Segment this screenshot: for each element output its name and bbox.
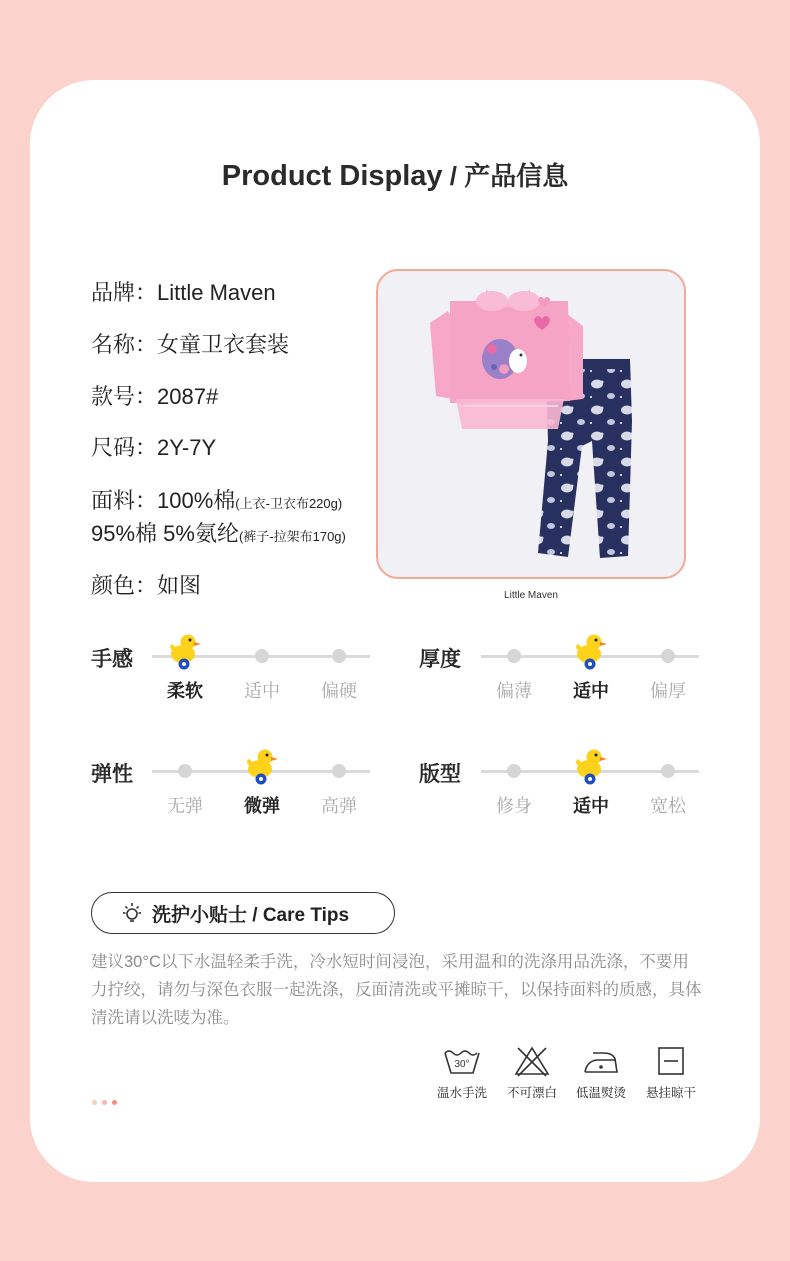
care-tips-title: 洗护小贴士 / Care Tips xyxy=(152,904,350,926)
duck-marker-icon xyxy=(574,632,608,670)
attribute-option: 修身 xyxy=(496,796,532,816)
info-fabric-2 xyxy=(91,517,346,548)
info-brand xyxy=(91,276,276,307)
attribute-option: 柔软 xyxy=(167,681,203,701)
title-cn: 产品信息 xyxy=(464,161,569,191)
attribute-option: 适中 xyxy=(244,681,280,701)
scale-dot xyxy=(661,764,675,778)
indicator-dot xyxy=(102,1100,107,1105)
info-fabric xyxy=(91,484,342,515)
indicator-dot xyxy=(92,1100,97,1105)
fabric-value-2: 95%棉 5%氨纶 xyxy=(91,521,239,546)
care-icon-no-bleach xyxy=(497,1045,567,1102)
attribute-label: 版型 xyxy=(419,763,461,786)
line-dry-icon xyxy=(651,1045,691,1077)
size-value: 2Y-7Y xyxy=(157,435,217,460)
hand-wash-30-icon xyxy=(442,1045,482,1077)
brand-value: Little Maven xyxy=(157,280,276,305)
style-label: 款号： xyxy=(91,384,158,409)
color-value: 如图 xyxy=(157,573,202,598)
fabric-note-1: (上衣-卫衣布220g) xyxy=(235,496,343,511)
product-photo xyxy=(376,269,686,579)
scale-dot xyxy=(255,649,269,663)
page-title xyxy=(0,156,790,193)
wash-temp-label: 30° xyxy=(454,1059,470,1070)
care-label-hand-wash: 温水手洗 xyxy=(436,1086,487,1100)
no-bleach-icon xyxy=(512,1045,552,1077)
fabric-note-2: (裤子-拉架布170g) xyxy=(238,529,346,544)
outfit-illustration xyxy=(378,271,684,577)
attribute-option: 高弹 xyxy=(321,796,357,816)
care-label-low-iron: 低温熨烫 xyxy=(575,1086,626,1100)
page-indicator xyxy=(92,1092,122,1110)
duck-marker-icon xyxy=(245,747,279,785)
info-style xyxy=(91,380,218,411)
scale-dot xyxy=(507,649,521,663)
style-value: 2087# xyxy=(157,384,219,409)
color-label: 颜色： xyxy=(91,573,158,598)
care-label-no-bleach: 不可漂白 xyxy=(506,1086,557,1100)
care-tips-text: 建议30°C以下水温轻柔手洗，冷水短时间浸泡，采用温和的洗涤用品洗涤，不要用力拧绞，请勿与深色衣服一起洗涤，反面清洗或平摊晾干，以保持面料的质感，具体清洗请以洗唛为准。 xyxy=(91,953,702,1027)
photo-caption: Little Maven xyxy=(504,590,558,601)
attribute-option: 适中 xyxy=(573,796,609,816)
scale-dot xyxy=(507,764,521,778)
scale-dot xyxy=(178,764,192,778)
care-label-line-dry: 悬挂晾干 xyxy=(645,1086,696,1100)
care-icon-low-iron xyxy=(566,1045,636,1102)
low-iron-icon xyxy=(581,1045,621,1077)
care-icon-hand-wash xyxy=(427,1045,497,1102)
scale-dot xyxy=(332,649,346,663)
attribute-option: 偏薄 xyxy=(496,681,532,701)
attribute-option: 微弹 xyxy=(244,796,280,816)
attribute-label: 厚度 xyxy=(419,648,461,671)
indicator-dot xyxy=(112,1100,117,1105)
title-en: Product Display xyxy=(221,160,443,192)
info-color xyxy=(91,569,201,600)
attribute-option: 无弹 xyxy=(167,796,203,816)
name-label: 名称： xyxy=(91,332,158,357)
fabric-value-1: 100%棉 xyxy=(157,488,236,513)
info-name xyxy=(91,328,289,359)
attribute-option: 宽松 xyxy=(650,796,686,816)
attribute-label: 弹性 xyxy=(91,763,133,786)
name-value: 女童卫衣套装 xyxy=(157,332,290,357)
info-size xyxy=(91,431,216,462)
title-separator: / xyxy=(442,161,465,191)
scale-dot xyxy=(332,764,346,778)
attribute-label: 手感 xyxy=(91,648,133,671)
care-tips-pill xyxy=(91,892,395,934)
size-label: 尺码： xyxy=(91,435,158,460)
attribute-option: 适中 xyxy=(573,681,609,701)
fabric-label: 面料： xyxy=(91,488,158,513)
duck-marker-icon xyxy=(168,632,202,670)
care-icon-line-dry xyxy=(636,1045,706,1102)
lightbulb-icon xyxy=(120,901,144,925)
duck-marker-icon xyxy=(574,747,608,785)
brand-label: 品牌： xyxy=(91,280,158,305)
attribute-option: 偏硬 xyxy=(321,681,357,701)
attribute-option: 偏厚 xyxy=(650,681,686,701)
scale-dot xyxy=(661,649,675,663)
